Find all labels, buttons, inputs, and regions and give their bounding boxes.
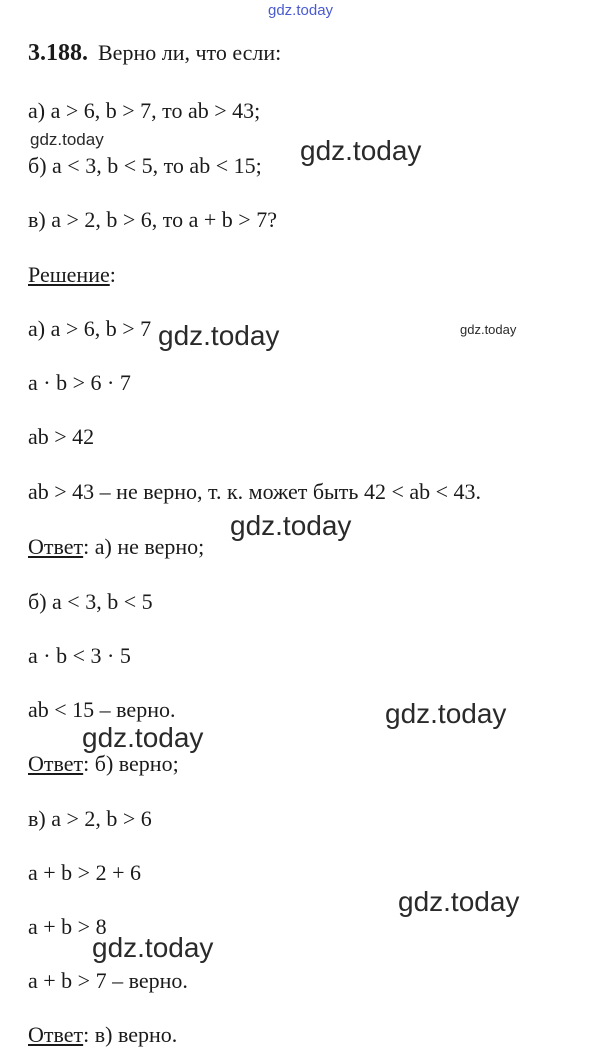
solution-c-line-4: a + b > 7 – верно. <box>28 968 188 993</box>
problem-question: Верно ли, что если: <box>98 40 282 65</box>
watermark: gdz.today <box>92 932 214 963</box>
solution-b-line-2: a · b < 3 · 5 <box>28 643 131 668</box>
problem-item-a: а) a > 6, b > 7, то ab > 43; <box>28 98 261 123</box>
solution-c-line-1: в) a > 2, b > 6 <box>28 806 152 831</box>
answer-text: : б) верно; <box>83 751 179 776</box>
solution-c-line-3: a + b > 8 <box>28 914 107 939</box>
answer-text: : в) верно. <box>83 1022 178 1047</box>
watermark: gdz.today <box>158 320 280 351</box>
solution-heading <box>28 262 116 288</box>
solution-a-answer <box>28 534 204 560</box>
solution-a-line-4: ab > 43 – не верно, т. к. может быть 42 < ab < 43. <box>28 479 482 504</box>
solution-heading-label: Решение <box>28 262 110 287</box>
solution-b-line-3: ab < 15 – верно. <box>28 697 176 722</box>
problem-item-b: б) a < 3, b < 5, то ab < 15; <box>28 153 262 178</box>
watermark: gdz.today <box>385 698 507 729</box>
watermark: gdz.today <box>82 722 204 753</box>
problem-number: 3.188. <box>28 40 88 66</box>
solution-b-answer <box>28 751 179 777</box>
answer-label: Ответ <box>28 534 84 559</box>
problem-item-c: в) a > 2, b > 6, то a + b > 7? <box>28 207 277 232</box>
solution-b-line-1: б) a < 3, b < 5 <box>28 589 153 614</box>
solution-c-line-2: a + b > 2 + 6 <box>28 860 141 885</box>
watermark: gdz.today <box>300 135 422 166</box>
watermark: gdz.today <box>230 510 352 541</box>
answer-label: Ответ <box>28 751 84 776</box>
watermark-top: gdz.today <box>268 2 334 19</box>
answer-label: Ответ <box>28 1022 84 1047</box>
watermark: gdz.today <box>398 886 520 917</box>
solution-c-answer <box>28 1022 177 1048</box>
answer-text: : а) не верно; <box>83 534 205 559</box>
solution-a-line-1: а) a > 6, b > 7 <box>28 316 152 341</box>
watermark: gdz.today <box>30 130 104 149</box>
problem-header <box>28 40 281 66</box>
solution-a-line-2: a · b > 6 · 7 <box>28 370 131 395</box>
solution-a-line-3: ab > 42 <box>28 424 95 449</box>
solution-heading-colon: : <box>109 262 116 287</box>
watermark: gdz.today <box>460 322 517 337</box>
